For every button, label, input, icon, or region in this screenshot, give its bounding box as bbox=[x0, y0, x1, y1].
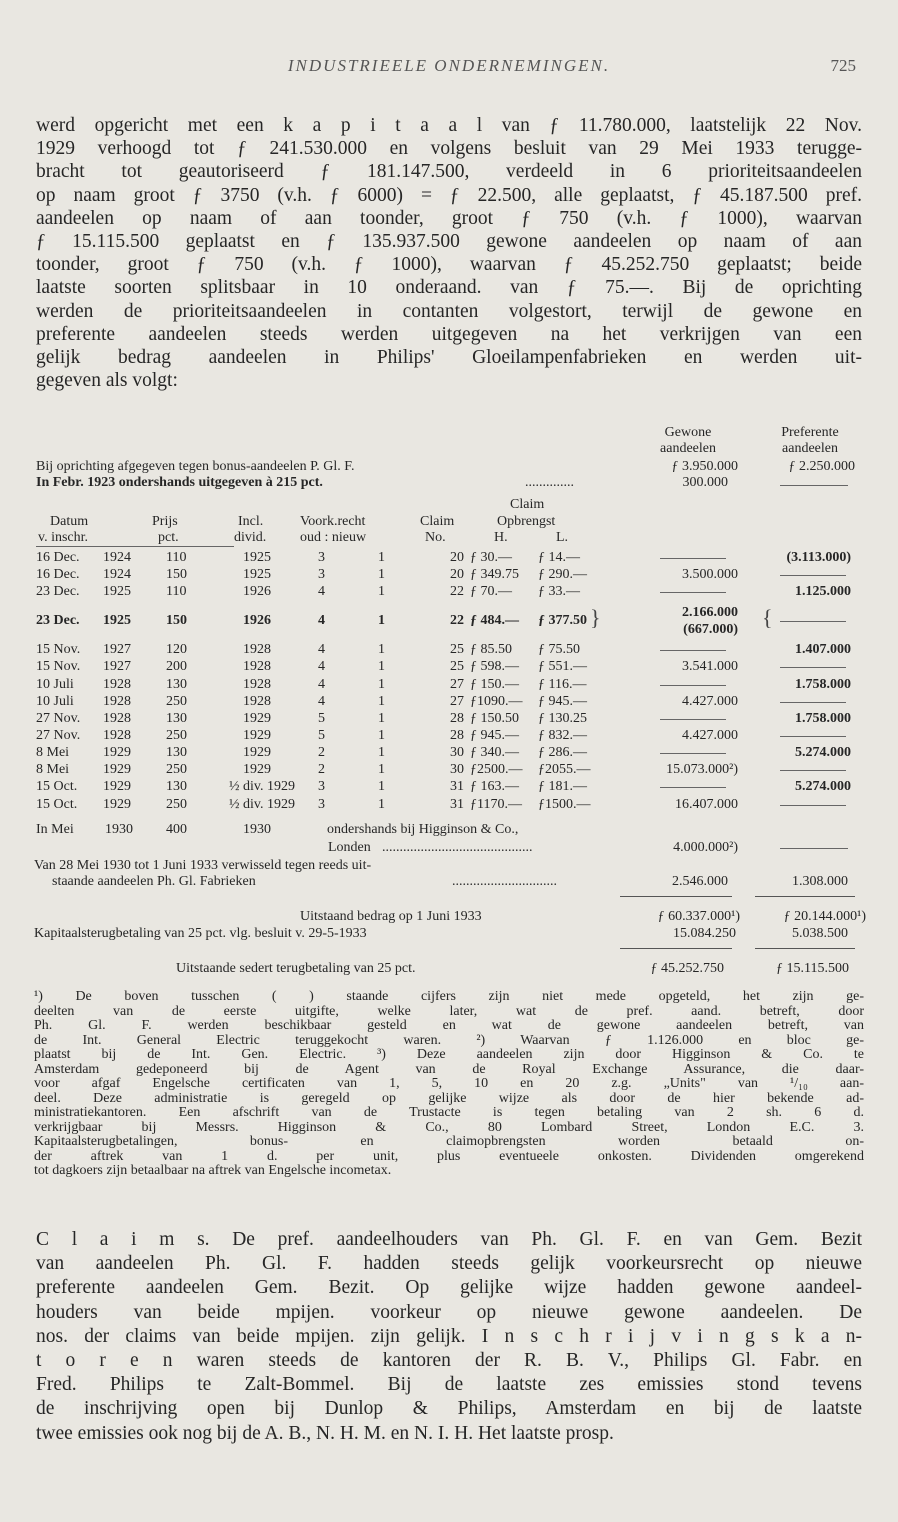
hdr-h: H. bbox=[494, 530, 508, 545]
right-brace: } bbox=[590, 605, 601, 630]
cell-divid: 1928 bbox=[243, 694, 271, 709]
row-sedert-label: Uitstaande sedert terugbetaling van 25 pct. bbox=[176, 961, 416, 976]
col-pref-heading-2: aandeelen bbox=[782, 441, 838, 456]
cell-gewone-dash bbox=[660, 592, 726, 593]
cell-opbrengst-h: ƒ 150.50 bbox=[470, 711, 519, 726]
cell-datum: 27 Nov. bbox=[36, 728, 81, 743]
cell-nieuw: 1 bbox=[378, 797, 385, 812]
cell-claim-no: 22 bbox=[450, 613, 464, 628]
row-mei-text2: Londen bbox=[328, 840, 371, 855]
cell-claim-no: 20 bbox=[450, 550, 464, 565]
cell-divid: 1929 bbox=[243, 745, 271, 760]
hdr-incl: Incl. bbox=[238, 514, 264, 529]
cell-prijs: 250 bbox=[166, 797, 187, 812]
cell-prijs: 110 bbox=[166, 550, 187, 565]
claims-line: twee emissies ook nog bij de A. B., N. H. M. en N. I. H. Het laatste prosp. bbox=[36, 1422, 614, 1444]
cell-jaar: 1927 bbox=[103, 642, 131, 657]
cell-nieuw: 1 bbox=[378, 677, 385, 692]
cell-prijs: 110 bbox=[166, 584, 187, 599]
cell-oud: 4 bbox=[318, 677, 325, 692]
intro-line: preferente aandeelen steeds werden uitgegeven na het verkrijgen van een bbox=[36, 323, 862, 345]
claims-paragraph bbox=[36, 1228, 862, 1446]
cell-opbrengst-h: ƒ 598.— bbox=[470, 659, 519, 674]
cell-nieuw: 1 bbox=[378, 779, 385, 794]
footnote-line: Kapitaalsterugbetalingen, bonus- en claimopbrengsten worden betaald on- bbox=[34, 1135, 864, 1149]
footnote-line: deel. Deze administratie is geregeld op gelijke wijze als door de hier bekende ad- bbox=[34, 1091, 864, 1106]
cell-divid: 1925 bbox=[243, 550, 271, 565]
cell-opbrengst-h: ƒ1170.— bbox=[470, 797, 522, 812]
row-verwisseld-pref: 1.308.000 bbox=[792, 874, 848, 889]
cell-opbrengst-h: ƒ 484.— bbox=[470, 613, 519, 628]
left-brace: { bbox=[762, 605, 773, 630]
cell-oud: 4 bbox=[318, 694, 325, 709]
row-mei-prijs: 400 bbox=[166, 822, 187, 837]
cell-oud: 2 bbox=[318, 745, 325, 760]
footnote-line: de Int. General Electric teruggekocht waren. ²) Waarvan ƒ 1.126.000 en bloc ge- bbox=[34, 1033, 864, 1048]
sum-rule-gewone-2 bbox=[620, 948, 732, 949]
cell-opbrengst-h: ƒ 85.50 bbox=[470, 642, 512, 657]
row-oprichting-label: Bij oprichting afgegeven tegen bonus-aandeelen P. Gl. F. bbox=[36, 459, 355, 474]
cell-jaar: 1928 bbox=[103, 728, 131, 743]
cell-jaar: 1929 bbox=[103, 745, 131, 760]
cell-datum: 15 Oct. bbox=[36, 797, 78, 812]
cell-claim-no: 25 bbox=[450, 659, 464, 674]
cell-divid: 1925 bbox=[243, 567, 271, 582]
row-oprichting-pref: ƒ 2.250.000 bbox=[788, 459, 855, 474]
col-gewone-heading-1: Gewone bbox=[664, 425, 712, 440]
row-terugbetaling-gewone: 15.084.250 bbox=[673, 926, 736, 941]
cell-opbrengst-l: ƒ 181.— bbox=[538, 779, 587, 794]
claims-line: de inschrijving open bij Dunlop & Philips, Amsterdam en bij de laatste bbox=[36, 1398, 862, 1420]
row-mei-divid: 1930 bbox=[243, 822, 271, 837]
cell-opbrengst-l: ƒ 945.— bbox=[538, 694, 587, 709]
cell-nieuw: 1 bbox=[378, 711, 385, 726]
cell-pref-dash bbox=[780, 805, 846, 806]
cell-jaar: 1928 bbox=[103, 677, 131, 692]
sum-rule-gewone bbox=[620, 896, 732, 897]
footnote-line: verkrijgbaar bij Messrs. Higginson & Co., 80 Lombard Street, London E.C. 3. bbox=[34, 1120, 864, 1135]
cell-oud: 2 bbox=[318, 762, 325, 777]
row-febr-label: In Febr. 1923 ondershands uitgegeven à 215 pct. bbox=[36, 475, 323, 490]
cell-divid: ½ div. 1929 bbox=[229, 779, 295, 794]
col-pref-heading-1: Preferente bbox=[781, 425, 839, 440]
cell-divid: 1929 bbox=[243, 728, 271, 743]
cell-prijs: 130 bbox=[166, 711, 187, 726]
cell-claim-no: 20 bbox=[450, 567, 464, 582]
row-mei-dots: ........................................... bbox=[382, 840, 533, 855]
cell-prijs: 130 bbox=[166, 745, 187, 760]
cell-opbrengst-l: ƒ 75.50 bbox=[538, 642, 580, 657]
cell-datum: 10 Juli bbox=[36, 677, 74, 692]
cell-claim-no: 27 bbox=[450, 694, 464, 709]
cell-prijs: 250 bbox=[166, 728, 187, 743]
cell-jaar: 1925 bbox=[103, 584, 131, 599]
cell-gewone-dash bbox=[660, 753, 726, 754]
cell-opbrengst-h: ƒ 340.— bbox=[470, 745, 519, 760]
cell-pref-dash bbox=[780, 770, 846, 771]
cell-pref-dash bbox=[780, 621, 846, 622]
cell-datum: 23 Dec. bbox=[36, 584, 80, 599]
footnote-line: ¹) De boven tusschen ( ) staande cijfers zijn niet mede opgeteld, het zijn ge- bbox=[34, 990, 864, 1004]
cell-pref: 5.274.000 bbox=[795, 745, 851, 760]
claims-line: preferente aandeelen Gem. Bezit. Op gelijke wijze hadden gewone aandeel- bbox=[36, 1277, 862, 1299]
intro-line: gelijk bedrag aandeelen in Philips' Gloeilampenfabrieken en werden uit- bbox=[36, 346, 862, 368]
cell-opbrengst-l: ƒ 551.— bbox=[538, 659, 587, 674]
cell-jaar: 1924 bbox=[103, 567, 131, 582]
cell-claim-no: 28 bbox=[450, 728, 464, 743]
hdr-pct: pct. bbox=[158, 530, 179, 545]
row-mei-pref-dash bbox=[780, 848, 848, 849]
cell-divid: 1926 bbox=[243, 584, 271, 599]
cell-nieuw: 1 bbox=[378, 728, 385, 743]
cell-pref: 1.758.000 bbox=[795, 711, 851, 726]
row-mei-gewone: 4.000.000²) bbox=[673, 840, 738, 855]
cell-jaar: 1924 bbox=[103, 550, 131, 565]
cell-gewone-dash bbox=[660, 719, 726, 720]
sum-rule-pref-2 bbox=[755, 948, 855, 949]
cell-opbrengst-h: ƒ2500.— bbox=[470, 762, 523, 777]
cell-pref: 5.274.000 bbox=[795, 779, 851, 794]
cell-gewone: 3.541.000 bbox=[682, 659, 738, 674]
cell-claim-no: 28 bbox=[450, 711, 464, 726]
cell-pref: (3.113.000) bbox=[786, 550, 851, 565]
cell-divid: 1928 bbox=[243, 659, 271, 674]
row-terugbetaling-pref: 5.038.500 bbox=[792, 926, 848, 941]
intro-line: laatste soorten splitsbaar in 10 onderaand. van ƒ 75.—. Bij de oprichting bbox=[36, 277, 862, 299]
cell-claim-no: 31 bbox=[450, 797, 464, 812]
row-verwisseld-line1: Van 28 Mei 1930 tot 1 Juni 1933 verwisseld tegen reeds uit- bbox=[34, 858, 372, 873]
cell-datum: 23 Dec. bbox=[36, 613, 80, 628]
cell-jaar: 1927 bbox=[103, 659, 131, 674]
row-mei-text: ondershands bij Higginson & Co., bbox=[327, 822, 519, 837]
row-terugbetaling-label: Kapitaalsterugbetaling van 25 pct. vlg. besluit v. 29-5-1933 bbox=[34, 926, 367, 941]
cell-opbrengst-l: ƒ 33.— bbox=[538, 584, 580, 599]
cell-nieuw: 1 bbox=[378, 567, 385, 582]
footnote-line: deelten van de eerste uitgifte, welke later, wat de pref. aand. betreft, door bbox=[34, 1004, 864, 1019]
cell-oud: 3 bbox=[318, 797, 325, 812]
cell-oud: 3 bbox=[318, 567, 325, 582]
cell-jaar: 1928 bbox=[103, 711, 131, 726]
hdr-voorkrecht: Voork.recht bbox=[300, 514, 366, 529]
cell-gewone-dash bbox=[660, 685, 726, 686]
cell-prijs: 200 bbox=[166, 659, 187, 674]
row-oprichting-gewone: ƒ 3.950.000 bbox=[671, 459, 738, 474]
cell-prijs: 150 bbox=[166, 567, 187, 582]
cell-jaar: 1925 bbox=[103, 613, 131, 628]
cell-opbrengst-l: ƒ 377.50 bbox=[538, 613, 587, 628]
hdr-prijs: Prijs bbox=[152, 514, 178, 529]
row-febr-gewone: 300.000 bbox=[682, 475, 728, 490]
cell-jaar: 1929 bbox=[103, 779, 131, 794]
cell-prijs: 130 bbox=[166, 677, 187, 692]
cell-opbrengst-h: ƒ 30.— bbox=[470, 550, 512, 565]
cell-prijs: 250 bbox=[166, 762, 187, 777]
cell-gewone: 3.500.000 bbox=[682, 567, 738, 582]
cell-datum: 15 Oct. bbox=[36, 779, 78, 794]
cell-prijs: 130 bbox=[166, 779, 187, 794]
intro-line: bracht tot geautoriseerd ƒ 181.147.500, verdeeld in 6 prioriteitsaandeelen bbox=[36, 161, 862, 183]
cell-gewone: 2.166.000 bbox=[682, 605, 738, 620]
cell-datum: 16 Dec. bbox=[36, 550, 80, 565]
row-sedert-pref: ƒ 15.115.500 bbox=[776, 961, 849, 976]
col-gewone-heading-2: aandeelen bbox=[660, 441, 716, 456]
cell-datum: 8 Mei bbox=[36, 762, 70, 777]
cell-opbrengst-h: ƒ 70.— bbox=[470, 584, 512, 599]
cell-claim-no: 30 bbox=[450, 745, 464, 760]
cell-opbrengst-h: ƒ 150.— bbox=[470, 677, 519, 692]
cell-gewone-secondary: (667.000) bbox=[683, 622, 738, 637]
cell-divid: ½ div. 1929 bbox=[229, 797, 295, 812]
hdr-no: No. bbox=[425, 530, 446, 545]
intro-line: aandeelen op naam of aan toonder, groot ƒ 750 (v.h. ƒ 1000), waarvan bbox=[36, 207, 862, 229]
cell-prijs: 150 bbox=[166, 613, 187, 628]
cell-oud: 5 bbox=[318, 728, 325, 743]
row-verwisseld-dots: .............................. bbox=[452, 874, 557, 889]
header-underline bbox=[36, 546, 234, 547]
row-uitstaand-pref: ƒ 20.144.000¹) bbox=[783, 909, 866, 924]
page-number: 725 bbox=[830, 56, 856, 75]
cell-gewone: 4.427.000 bbox=[682, 694, 738, 709]
footnote-line: Amsterdam gedeponeerd bij de Agent van de Royal Exchange Assurance, die daar- bbox=[34, 1062, 864, 1077]
footnote-line: tot dagkoers zijn betaalbaar na aftrek van Engelsche incometax. bbox=[34, 1164, 392, 1178]
sum-rule-pref bbox=[755, 896, 855, 897]
intro-line: 1929 verhoogd tot ƒ 241.530.000 en volgens besluit van 29 Mei 1933 terugge- bbox=[36, 138, 862, 160]
cell-nieuw: 1 bbox=[378, 642, 385, 657]
claims-line: van aandeelen Ph. Gl. F. hadden steeds gelijk voorkeursrecht op nieuwe bbox=[36, 1253, 862, 1275]
cell-datum: 27 Nov. bbox=[36, 711, 81, 726]
cell-claim-no: 27 bbox=[450, 677, 464, 692]
row-uitstaand-gewone: ƒ 60.337.000¹) bbox=[657, 909, 740, 924]
cell-gewone: 4.427.000 bbox=[682, 728, 738, 743]
row-febr-dots: .............. bbox=[525, 475, 574, 490]
footnote-line: ministratiekantoren. Een afschrift van de Trustacte is tegen betaling van 2 sh. 6 d. bbox=[34, 1106, 864, 1120]
hdr-l: L. bbox=[556, 530, 569, 545]
cell-nieuw: 1 bbox=[378, 659, 385, 674]
cell-oud: 4 bbox=[318, 584, 325, 599]
claims-line: houders van beide mpijen. voorkeur op nieuwe gewone aandeelen. De bbox=[36, 1301, 862, 1323]
claims-line: t o r e n waren steeds de kantoren der R. B. V., Philips Gl. Fabr. en bbox=[36, 1349, 862, 1371]
hdr-claim: Claim bbox=[420, 514, 455, 529]
row-mei-jaar: 1930 bbox=[105, 822, 133, 837]
cell-nieuw: 1 bbox=[378, 694, 385, 709]
cell-pref-dash bbox=[780, 702, 846, 703]
cell-opbrengst-l: ƒ 286.— bbox=[538, 745, 587, 760]
row-verwisseld-gewone: 2.546.000 bbox=[672, 874, 728, 889]
cell-gewone: 15.073.000²) bbox=[666, 762, 738, 777]
cell-claim-no: 30 bbox=[450, 762, 464, 777]
cell-jaar: 1929 bbox=[103, 762, 131, 777]
cell-oud: 3 bbox=[318, 779, 325, 794]
cell-pref: 1.125.000 bbox=[795, 584, 851, 599]
cell-opbrengst-l: ƒ1500.— bbox=[538, 797, 591, 812]
cell-nieuw: 1 bbox=[378, 584, 385, 599]
cell-nieuw: 1 bbox=[378, 613, 385, 628]
cell-datum: 15 Nov. bbox=[36, 642, 81, 657]
cell-datum: 10 Juli bbox=[36, 694, 74, 709]
cell-nieuw: 1 bbox=[378, 745, 385, 760]
cell-datum: 8 Mei bbox=[36, 745, 70, 760]
cell-gewone-dash bbox=[660, 787, 726, 788]
intro-line: werd opgericht met een k a p i t a a l van ƒ 11.780.000, laatstelijk 22 Nov. bbox=[36, 115, 862, 136]
cell-opbrengst-l: ƒ 14.— bbox=[538, 550, 580, 565]
footnote-line: voor afgaf Engelsche certificaten van 1, 5, 10 en 20 z.g. „Units" van ¹/₁₀ aan- bbox=[34, 1077, 864, 1091]
claims-line: nos. der claims van beide mpijen. zijn gelijk. I n s c h r i j v i n g s k a n- bbox=[36, 1325, 862, 1347]
row-mei-dag: In Mei bbox=[36, 822, 74, 837]
cell-opbrengst-h: ƒ 945.— bbox=[470, 728, 519, 743]
footnote-line: Ph. Gl. F. werden beschikbaar gesteld en wat de gewone aandeelen betreft, van bbox=[34, 1019, 864, 1033]
cell-claim-no: 31 bbox=[450, 779, 464, 794]
cell-oud: 4 bbox=[318, 613, 325, 628]
cell-nieuw: 1 bbox=[378, 550, 385, 565]
cell-opbrengst-h: ƒ1090.— bbox=[470, 694, 523, 709]
cell-nieuw: 1 bbox=[378, 762, 385, 777]
claims-line: Fred. Philips te Zalt-Bommel. Bij de laatste zes emissies stond tevens bbox=[36, 1374, 862, 1396]
cell-pref-dash bbox=[780, 667, 846, 668]
hdr-opbrengst: Opbrengst bbox=[497, 514, 556, 529]
cell-oud: 3 bbox=[318, 550, 325, 565]
claim-subheading: Claim bbox=[510, 497, 545, 512]
cell-gewone-dash bbox=[660, 650, 726, 651]
row-sedert-gewone: ƒ 45.252.750 bbox=[650, 961, 724, 976]
cell-oud: 5 bbox=[318, 711, 325, 726]
cell-opbrengst-l: ƒ 290.— bbox=[538, 567, 587, 582]
cell-oud: 4 bbox=[318, 659, 325, 674]
cell-opbrengst-l: ƒ 130.25 bbox=[538, 711, 587, 726]
cell-divid: 1926 bbox=[243, 613, 271, 628]
cell-prijs: 120 bbox=[166, 642, 187, 657]
cell-oud: 4 bbox=[318, 642, 325, 657]
footnote-line: der aftrek van 1 d. per unit, plus eventueele onkosten. Dividenden omgerekend bbox=[34, 1149, 864, 1164]
row-uitstaand-label: Uitstaand bedrag op 1 Juni 1933 bbox=[300, 909, 482, 924]
hdr-oud-nieuw: oud : nieuw bbox=[300, 530, 367, 545]
cell-pref-dash bbox=[780, 575, 846, 576]
cell-claim-no: 25 bbox=[450, 642, 464, 657]
intro-line: ƒ 15.115.500 geplaatst en ƒ 135.937.500 gewone aandeelen op naam of aan bbox=[36, 230, 862, 252]
cell-jaar: 1928 bbox=[103, 694, 131, 709]
cell-datum: 16 Dec. bbox=[36, 567, 80, 582]
cell-opbrengst-l: ƒ 832.— bbox=[538, 728, 587, 743]
intro-line: op naam groot ƒ 3750 (v.h. ƒ 6000) = ƒ 22.500, alle geplaatst, ƒ 45.187.500 pref. bbox=[36, 184, 862, 206]
cell-pref-dash bbox=[780, 736, 846, 737]
row-verwisseld-line2: staande aandeelen Ph. Gl. Fabrieken bbox=[52, 874, 256, 889]
cell-claim-no: 22 bbox=[450, 584, 464, 599]
cell-opbrengst-h: ƒ 349.75 bbox=[470, 567, 519, 582]
running-header-title: INDUSTRIEELE ONDERNEMINGEN. bbox=[287, 56, 611, 75]
intro-line: toonder, groot ƒ 750 (v.h. ƒ 1000), waarvan ƒ 45.252.750 geplaatst; beide bbox=[36, 254, 862, 276]
cell-prijs: 250 bbox=[166, 694, 187, 709]
cell-divid: 1929 bbox=[243, 711, 271, 726]
cell-pref: 1.758.000 bbox=[795, 677, 851, 692]
hdr-vinschr: v. inschr. bbox=[38, 530, 89, 545]
hdr-datum: Datum bbox=[50, 514, 89, 529]
claims-line: C l a i m s. De pref. aandeelhouders van Ph. Gl. F. en van Gem. Bezit bbox=[36, 1229, 862, 1250]
cell-divid: 1928 bbox=[243, 677, 271, 692]
intro-paragraph bbox=[36, 114, 862, 392]
footnotes bbox=[34, 990, 864, 1179]
cell-pref: 1.407.000 bbox=[795, 642, 851, 657]
row-febr-pref-dash bbox=[780, 485, 848, 486]
cell-gewone: 16.407.000 bbox=[675, 797, 738, 812]
cell-opbrengst-l: ƒ 116.— bbox=[538, 677, 587, 692]
cell-opbrengst-h: ƒ 163.— bbox=[470, 779, 519, 794]
cell-jaar: 1929 bbox=[103, 797, 131, 812]
cell-opbrengst-l: ƒ2055.— bbox=[538, 762, 591, 777]
intro-line: gegeven als volgt: bbox=[36, 370, 178, 392]
intro-line: werden de prioriteitsaandeelen in contanten volgestort, terwijl de gewone en bbox=[36, 300, 862, 322]
cell-divid: 1929 bbox=[243, 762, 271, 777]
cell-gewone-dash bbox=[660, 558, 726, 559]
footnote-line: plaatst bij de Int. Gen. Electric. ³) Deze aandeelen zijn door Higginson & Co. te bbox=[34, 1048, 864, 1062]
hdr-divid: divid. bbox=[234, 530, 267, 545]
cell-divid: 1928 bbox=[243, 642, 271, 657]
cell-datum: 15 Nov. bbox=[36, 659, 81, 674]
